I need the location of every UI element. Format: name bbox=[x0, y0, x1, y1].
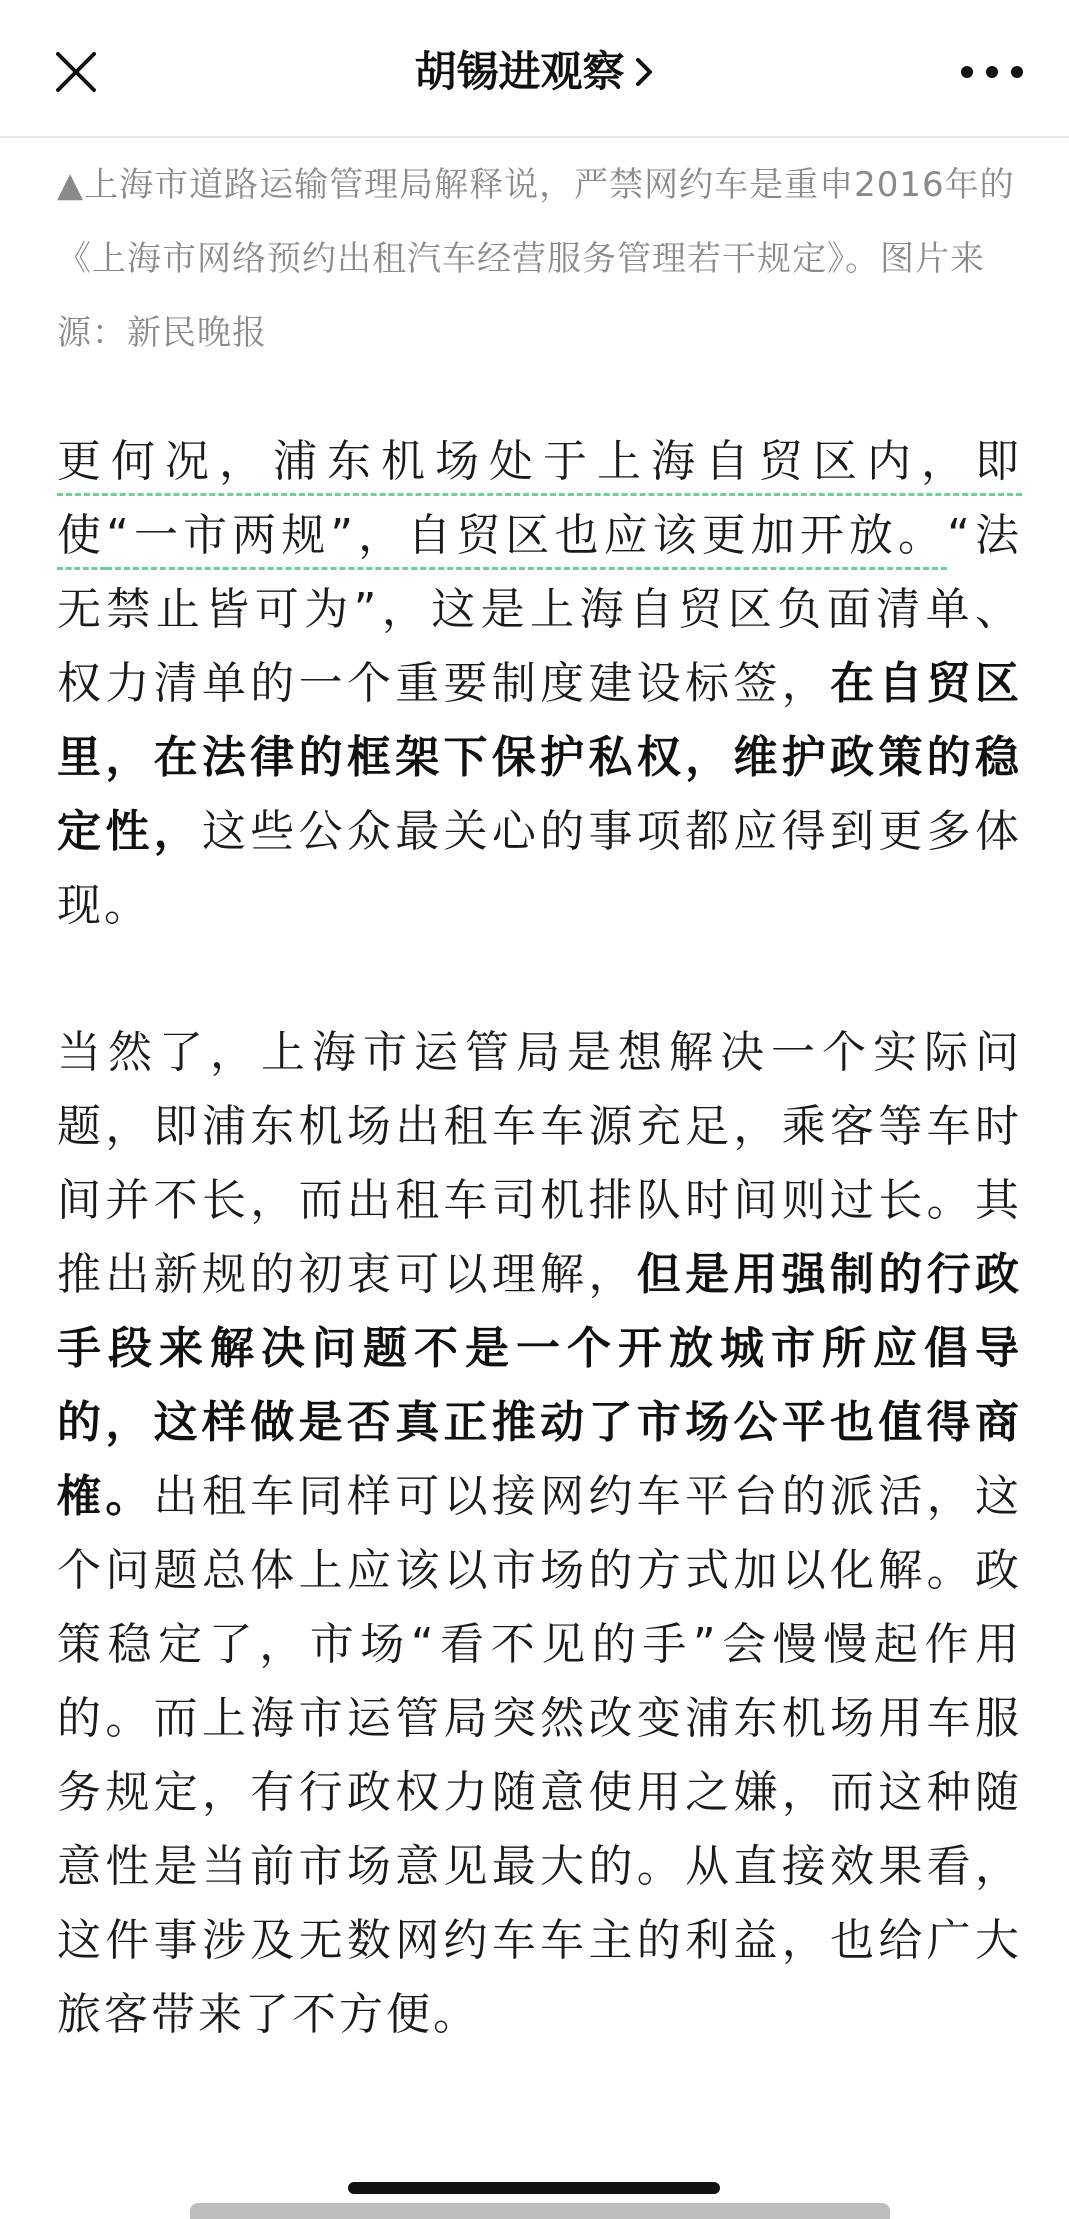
account-title-link[interactable] bbox=[0, 42, 1069, 105]
p1-bold-text: 在自贸区里，在法律的框架下保护私权，维护政策的稳定性， bbox=[57, 658, 1023, 857]
p2-text-1: 当然了，上海市运管局是想解决一个实际问题，即浦东机场出租车车源充足，乘客等车时间并不长，而出租车司机排队时间则过长。其推出新规的初衷可以理解， bbox=[57, 1027, 1022, 1300]
p1-text-3: “法无禁止皆可为”，这是上海自贸区负面清单、权力清单的一个重要制度建设标签， bbox=[57, 510, 1023, 709]
chevron-right-icon bbox=[633, 45, 655, 105]
article-paragraph-2 bbox=[57, 1016, 1022, 2052]
p2-bold-text: 但是用强制的行政手段来解决问题不是一个开放城市所应倡导的，这样做是否真正推动了市场公平也值得商榷。 bbox=[57, 1249, 1023, 1522]
image-caption: ▲上海市道路运输管理局解释说，严禁网约车是重申2016年的《上海市网络预约出租汽车经营服务管理若干规定》。图片来源：新民晚报 bbox=[57, 165, 1015, 353]
p2-text-2: 出租车同样可以接网约车平台的派活，这个问题总体上应该以市场的方式加以化解。政策稳定了，市场“看不见的手”会慢慢起作用的。而上海市运管局突然改变浦东机场用车服务规定，有行政权力随意使用之嫌，而这种随意性是当前市场意见最大的。从直接效果看，这件事涉及无数网约车车主的利益，也给广大旅客带来了不方便。 bbox=[57, 1471, 1023, 2040]
page-title: 胡锡进观察 bbox=[414, 47, 625, 96]
article-paragraph-1 bbox=[57, 425, 1022, 943]
next-image-preview bbox=[190, 2203, 890, 2219]
p1-text-1[interactable]: 更何况，浦东机场处于上海自贸区内，即使 bbox=[57, 436, 1022, 570]
top-navigation-bar bbox=[0, 0, 1069, 138]
p1-text-4: 这些公众最关心的事项都应得到更多体现。 bbox=[57, 806, 1023, 931]
home-indicator[interactable] bbox=[348, 2182, 720, 2194]
more-options-button[interactable] bbox=[957, 58, 1027, 86]
p1-text-2[interactable]: “一市两规”，自贸区也应该更加开放。 bbox=[106, 510, 947, 570]
more-horizontal-icon bbox=[957, 58, 1027, 86]
